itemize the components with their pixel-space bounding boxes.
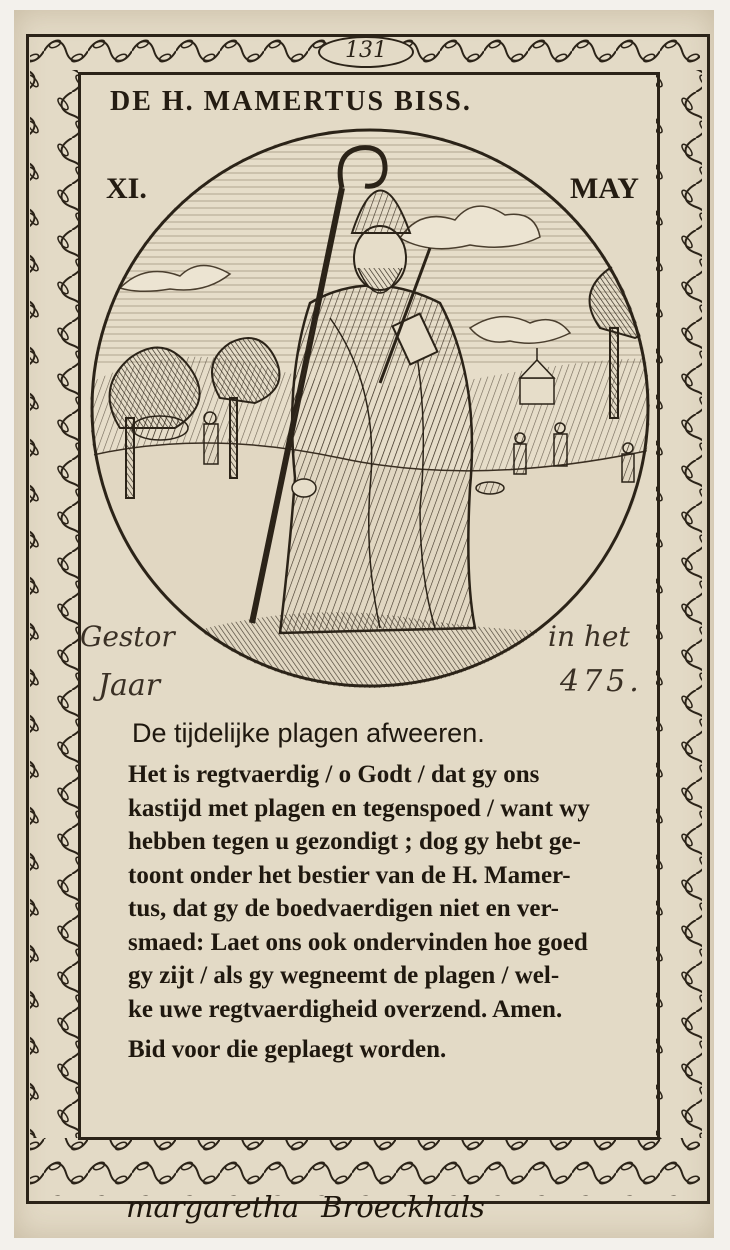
prayer-heading: De tijdelijke plagen afweeren.	[132, 718, 485, 748]
prayer-closing: Bid voor die geplaegt worden.	[128, 1036, 447, 1063]
page-number: 131	[318, 36, 414, 68]
prayer-line: tus, dat gy de boedvaerdigen niet en ver-	[128, 895, 559, 922]
prayer-line: ke uwe regtvaerdigheid overzend. Amen.	[128, 995, 563, 1023]
signature-first-name: margaretha	[126, 1190, 300, 1224]
prayer-line: gy zijt / als gy wegneemt de plagen / wel-	[128, 962, 560, 989]
prayer-line: Het is regtvaerdig / o Godt / dat gy ons	[128, 761, 540, 788]
signature-last-name: Broeckhals	[321, 1190, 485, 1224]
prayer-line: toont onder het bestier van de H. Mamer-	[128, 861, 571, 889]
owner-signature	[126, 1190, 485, 1224]
handwritten-year-label: Jaar	[98, 668, 161, 703]
feast-day: XI.	[106, 172, 147, 205]
handwritten-year-value: 475.	[560, 664, 643, 699]
prayer-body	[128, 758, 628, 1026]
saint-title: DE H. MAMERTUS BISS.	[110, 86, 472, 117]
prayer-line: hebben tegen u gezondigt ; dog gy hebt ge-	[128, 828, 581, 855]
handwritten-died-left: Gestor	[80, 620, 175, 653]
prayer-line: smaed: Laet ons ook ondervinden hoe goed	[128, 928, 588, 956]
feast-month: MAY	[570, 172, 639, 205]
handwritten-died-right: in het	[548, 620, 630, 653]
prayer-line: kastijd met plagen en tegenspoed / want wy	[128, 794, 590, 822]
